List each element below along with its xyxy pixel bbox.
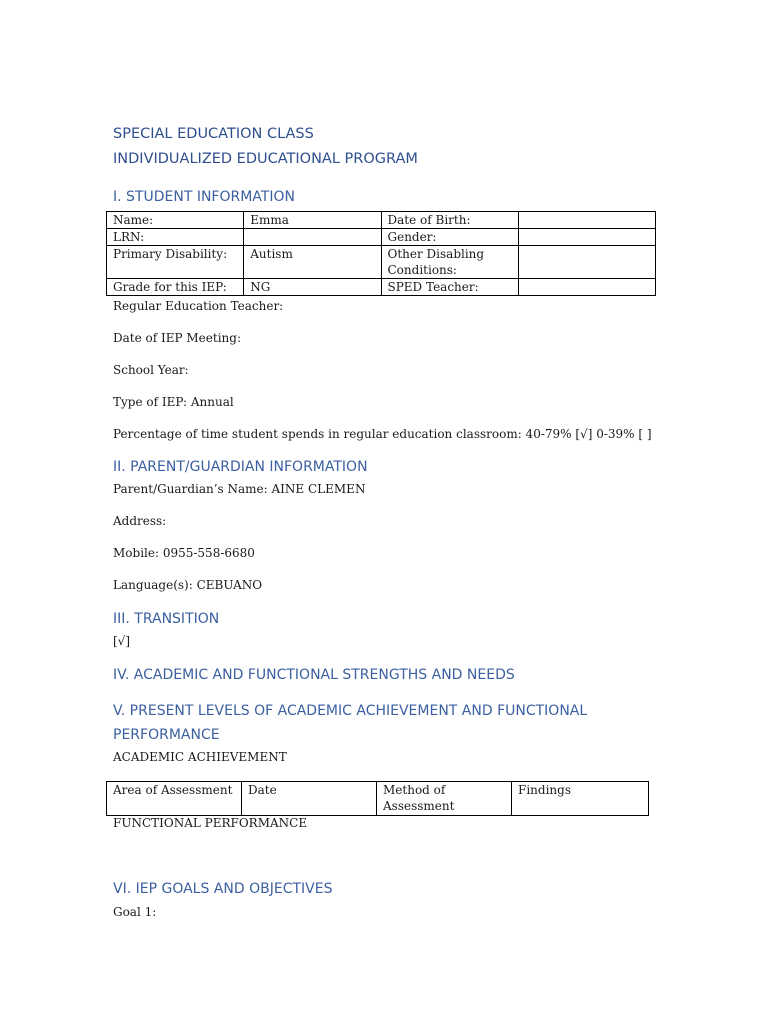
academic-achievement-label: ACADEMIC ACHIEVEMENT — [113, 750, 287, 764]
student-info-table — [106, 211, 656, 296]
section-parent-guardian: II. PARENT/GUARDIAN INFORMATION — [113, 459, 368, 475]
iep-meeting-date-field: Date of IEP Meeting: — [113, 331, 241, 345]
school-year-field: School Year: — [113, 363, 189, 377]
table-header-cell: Findings — [512, 782, 649, 816]
regular-teacher-field: Regular Education Teacher: — [113, 299, 284, 313]
section-goals-objectives: VI. IEP GOALS AND OBJECTIVES — [113, 881, 333, 897]
table-row — [107, 229, 656, 246]
goal-1-field: Goal 1: — [113, 905, 157, 919]
section-student-information: I. STUDENT INFORMATION — [113, 189, 295, 205]
table-cell: Name: — [107, 212, 244, 229]
table-cell — [518, 279, 655, 296]
table-header-cell: Method of Assessment — [377, 782, 512, 816]
table-cell — [518, 229, 655, 246]
table-cell: Date of Birth: — [381, 212, 518, 229]
section-transition: III. TRANSITION — [113, 611, 220, 627]
table-cell: NG — [244, 279, 381, 296]
table-row — [107, 279, 656, 296]
table-cell — [244, 229, 381, 246]
language-field: Language(s): CEBUANO — [113, 578, 263, 592]
table-header-cell: Area of Assessment — [107, 782, 242, 816]
table-header-cell: Date — [242, 782, 377, 816]
table-cell: Other Disabling Conditions: — [381, 246, 518, 279]
table-cell: Autism — [244, 246, 381, 279]
doc-title-line1: SPECIAL EDUCATION CLASS — [113, 126, 314, 142]
table-cell: LRN: — [107, 229, 244, 246]
section-present-levels-line2: PERFORMANCE — [113, 727, 220, 743]
table-cell — [518, 212, 655, 229]
transition-checkbox-mark: [√] — [113, 634, 131, 648]
address-field: Address: — [113, 514, 167, 528]
parent-name-field: Parent/Guardian’s Name: AINE CLEMEN — [113, 482, 366, 496]
table-cell — [518, 246, 655, 279]
table-cell: Emma — [244, 212, 381, 229]
functional-performance-label: FUNCTIONAL PERFORMANCE — [113, 816, 308, 830]
table-row — [107, 212, 656, 229]
academic-assessment-table — [106, 781, 649, 816]
table-row — [107, 246, 656, 279]
percentage-field: Percentage of time student spends in regular education classroom: 40-79% [√] 0-39% [ ] — [113, 427, 652, 441]
table-cell: Gender: — [381, 229, 518, 246]
section-strengths-needs: IV. ACADEMIC AND FUNCTIONAL STRENGTHS AND NEEDS — [113, 667, 515, 683]
mobile-field: Mobile: 0955-558-6680 — [113, 546, 255, 560]
table-cell: Primary Disability: — [107, 246, 244, 279]
table-row — [107, 782, 649, 816]
section-present-levels-line1: V. PRESENT LEVELS OF ACADEMIC ACHIEVEMENT AND FUNCTIONAL — [113, 703, 588, 719]
doc-title-line2: INDIVIDUALIZED EDUCATIONAL PROGRAM — [113, 151, 418, 167]
table-cell: Grade for this IEP: — [107, 279, 244, 296]
table-cell: SPED Teacher: — [381, 279, 518, 296]
iep-type-field: Type of IEP: Annual — [113, 395, 234, 409]
